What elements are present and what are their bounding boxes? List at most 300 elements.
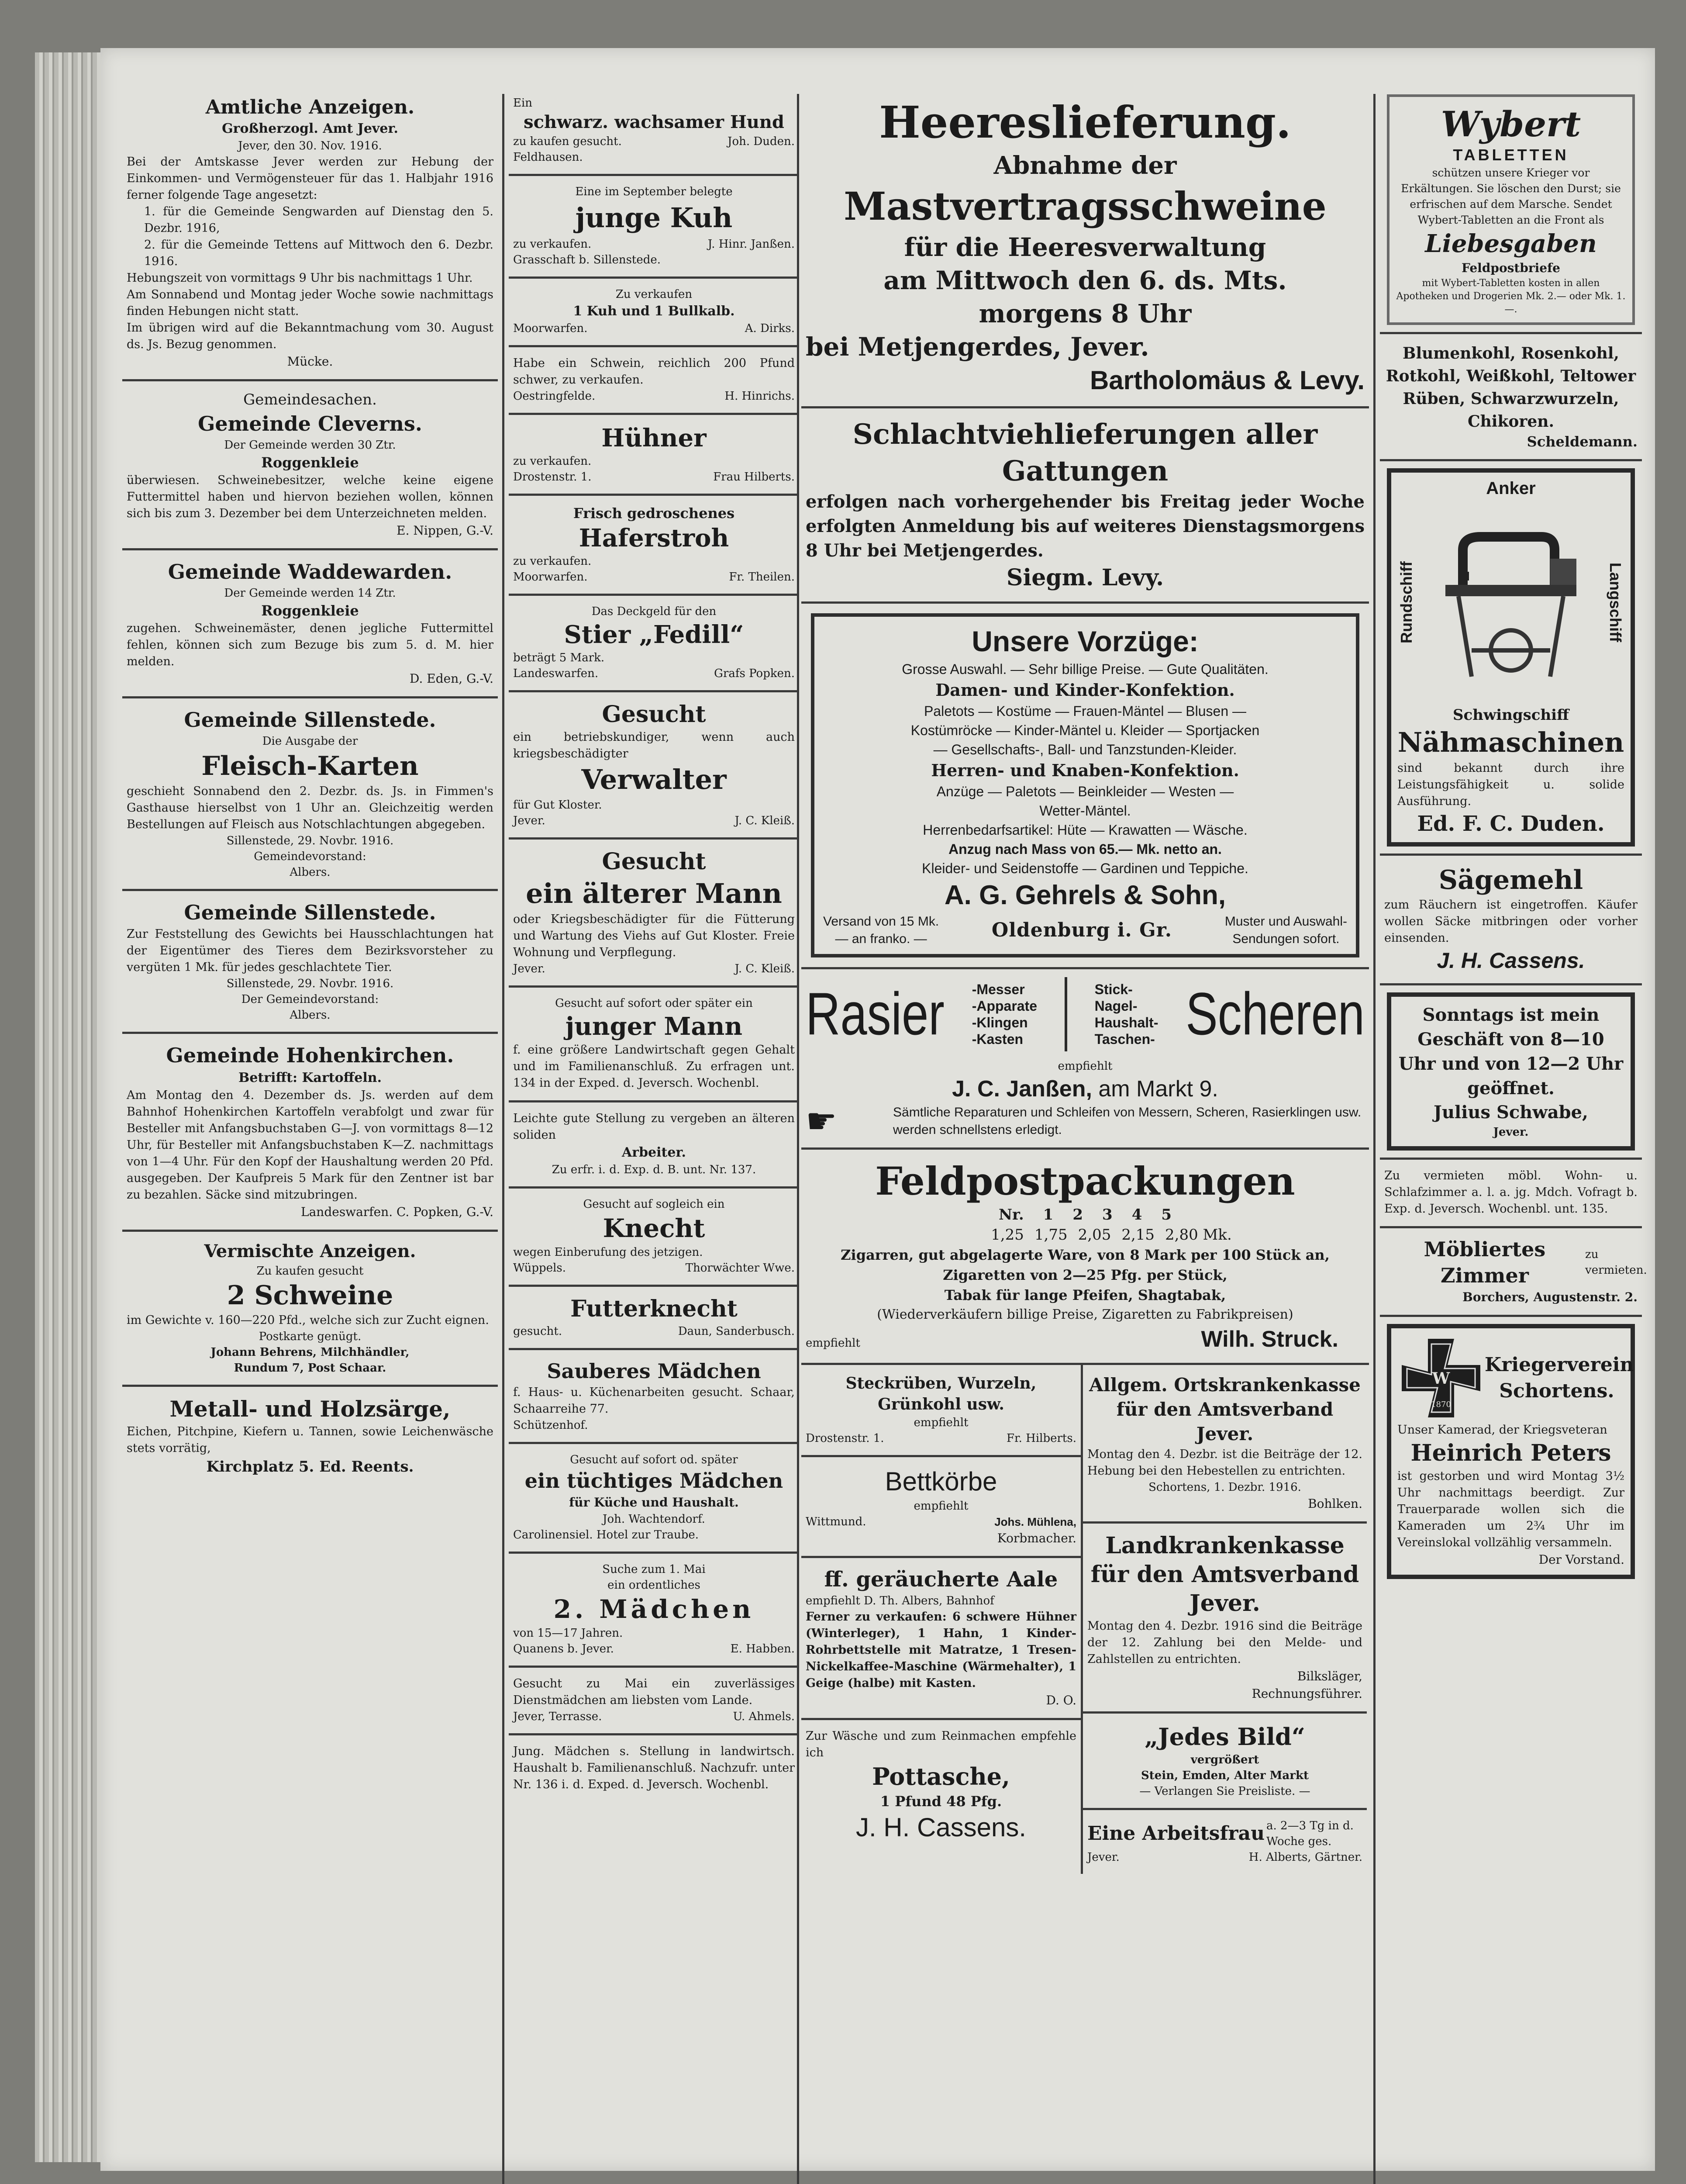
ad-text: Eine im September belegte [575, 185, 733, 198]
notice-text: Bei der Amtskasse Jever werden zur Hebung der Einkommen- und Vermögensteuer für das 1. Halbjahr 1916 ferner folgende Tage angesetzt: [127, 155, 493, 202]
ad-big: Sauberes Mädchen [547, 1359, 761, 1383]
ad-text: zu vermieten. [1585, 1248, 1647, 1277]
signature: Julius Schwabe, [1434, 1102, 1588, 1123]
section-heading: Amtliche Anzeigen. [205, 96, 415, 118]
signature: H. Alberts, Gärtner. [1248, 1851, 1362, 1864]
ad-amtliche-anzeigen [122, 87, 498, 381]
ad-zwei-schweine [122, 1232, 498, 1387]
ad-text: empfiehlt [914, 1500, 969, 1513]
ad-text: Am Montag den 4. Dezember ds. Js. werden auf dem Bahnhof Hohenkirchen Kartoffeln verabfolgt und zwar für Besteller mit Anfangsbuchstaben G—J. von vormittags 8—12 Uhr, für Besteller mit Anfangsbuchstaben K—Z. nachmittags von 1—4 Uhr. Für den Kopf der Haushaltung werden 20 Pfd. ausgegeben. Der Kaufpreis 5 Mark für den Zentner ist bar zu bezahlen. Säcke sind mitzubringen. [127, 1089, 493, 1202]
signature: Wilh. Struck. [1201, 1327, 1338, 1352]
ad-line: Abnahme der [993, 151, 1177, 180]
ad-line: für die Heeresverwaltung [904, 232, 1266, 262]
ad-text: Stein, Emden, Alter Markt [1141, 1769, 1309, 1782]
cross-letter: W [1432, 1369, 1450, 1388]
ad-split-area [801, 1365, 1369, 1874]
signature: Der Vorstand. [1538, 1552, 1624, 1567]
ad-text: zu kaufen gesucht. [513, 135, 622, 148]
place: Schützenhof. [513, 1419, 588, 1432]
ad-zu-vermieten [1380, 1160, 1642, 1228]
ad-line: Zigarren, gut abgelagerte Ware, von 8 Mark per 100 Stück an, [841, 1247, 1330, 1263]
ad-text: Der Gemeinde werden 30 Ztr. [224, 439, 396, 452]
ad-line: Stick- [1094, 981, 1133, 997]
ad-big: Verwalter [581, 764, 727, 795]
ad-frame [811, 613, 1359, 957]
ad-text: empfiehlt D. Th. Albers, Bahnhof [806, 1594, 994, 1607]
signature: J. H. Cassens. [855, 1813, 1027, 1842]
ad-line: Herrenbedarfsartikel: Hüte — Krawatten — Wäsche. [923, 822, 1248, 838]
place: Grasschaft b. Sillenstede. [513, 253, 661, 266]
place: Jever. [513, 962, 545, 975]
ad-title: Steckrüben, Wurzeln, Grünkohl usw. [845, 1374, 1037, 1413]
ad-gemeinde-sillenstede-1 [122, 698, 498, 891]
ad-big: Nähmaschinen [1397, 726, 1624, 758]
ad-text: Montag den 4. Dezbr. 1916 sind die Beiträge der 12. Zahlung bei den Melde- und Zahlstellen zu entrichten. [1087, 1619, 1362, 1666]
ad-big: Haferstroh [579, 524, 729, 553]
ad-heading: Gesucht [602, 701, 706, 728]
ad-title: Allgem. Ortskrankenkasse für den Amtsverband Jever. [1089, 1374, 1361, 1444]
signature: Fr. Hilberts. [1007, 1432, 1076, 1445]
column-3 [801, 87, 1369, 2184]
ad-text: Suche zum 1. Mai [602, 1563, 706, 1576]
ad-big: Futterknecht [570, 1296, 738, 1322]
ad-line: — Gesellschafts-, Ball- und Tanzstunden-Kleider. [933, 742, 1237, 757]
ad-text: für Gut Kloster. [513, 798, 602, 812]
ad-huehner [509, 415, 799, 496]
signature: J. H. Cassens. [1437, 948, 1585, 973]
ad-pottasche [801, 1720, 1081, 1853]
ad-dienstmaedchen [509, 1668, 799, 1735]
signature: Bohlken. [1308, 1496, 1362, 1511]
ad-text: von 15—17 Jahren. [513, 1627, 623, 1640]
ad-text: Zu erfr. i. d. Exp. d. B. unt. Nr. 137. [552, 1163, 756, 1176]
column-4 [1380, 87, 1647, 2184]
signature: Kirchplatz 5. Ed. Reents. [206, 1458, 414, 1476]
iron-cross-icon [1397, 1334, 1485, 1422]
place: Feldhausen. [513, 151, 583, 164]
signature: Bilksläger, [1297, 1669, 1362, 1683]
ad-text: Gesucht auf sofort oder später ein [555, 997, 753, 1010]
place: Carolinensiel. Hotel zur Traube. [513, 1528, 699, 1541]
ad-text: mit Wybert-Tabletten kosten in allen Apotheken und Drogerien Mk. 2.— oder Mk. 1.—. [1396, 278, 1626, 315]
ad-line: -Messer [972, 981, 1025, 997]
ad-text: a. 2—3 Tg in d. Woche ges. [1266, 1819, 1354, 1848]
ad-wybert [1380, 87, 1642, 334]
book-page-edges [35, 52, 105, 2162]
ad-line: -Kasten [972, 1031, 1024, 1047]
column-1 [122, 87, 498, 2184]
signature: Thorwächter Wwe. [685, 1261, 795, 1275]
ad-text: vergrößert [1190, 1753, 1259, 1766]
signature: Frau Hilberts. [713, 470, 795, 484]
ad-title: Bettkörbe [885, 1467, 997, 1496]
ad-line: Versand von 15 Mk. [823, 914, 939, 929]
signature: Jever. [1493, 1126, 1529, 1139]
ad-line: -Klingen [972, 1015, 1028, 1030]
ad-subtitle: Schwingschiff [1452, 706, 1569, 724]
ad-text: Gesucht auf sofort od. später [570, 1453, 738, 1466]
ad-text: f. eine größere Landwirtschaft gegen Gehalt und im Familienanschluß. Zu erfragen unt. 134 in der Exped. d. Jeversch. Wochenbl. [513, 1043, 795, 1090]
ad-line: Zigaretten von 2—25 Pfg. per Stück, [943, 1267, 1227, 1283]
signature: J. C. Kleiß. [734, 814, 795, 827]
ad-text: Gesucht zu Mai ein zuverlässiges Dienstmädchen am liebsten vom Lande. [513, 1677, 795, 1707]
signature: Bartholomäus & Levy. [1090, 366, 1365, 395]
label: Nr. [998, 1206, 1024, 1223]
place: Moorwarfen. [513, 322, 588, 335]
ad-anker-naehmaschinen [1380, 461, 1642, 856]
ad-subtitle: Feldpostbriefe [1462, 261, 1560, 275]
number: 3 [1102, 1206, 1113, 1223]
big-word: Scheren [1186, 980, 1365, 1048]
place-date: Schortens, 1. Dezbr. 1916. [1148, 1481, 1301, 1494]
ad-big: Fleisch-Karten [201, 751, 419, 781]
signature: Rundum 7, Post Schaar. [234, 1362, 386, 1375]
ad-text: überwiesen. Schweinebesitzer, welche keine eigene Futtermittel haben und hiervon beziehen wollen, können sich bis zum 3. Dezember bei dem Unterzeichneten melden. [127, 473, 493, 520]
ad-text: ist gestorben und wird Montag 3½ Uhr nachmittags beerdigt. Zur Trauerparade wollen sich die Kameraden um 2¾ Uhr im Vereinslokal vollzählig versammeln. [1397, 1469, 1624, 1549]
ad-line: bei Metjengerdes, Jever. [806, 332, 1149, 362]
ad-line: Nagel- [1094, 998, 1138, 1014]
ad-text: Frisch gedroschenes [573, 505, 735, 522]
ad-text: für Küche und Haushalt. [569, 1495, 739, 1510]
ad-bold: Roggenkleie [261, 454, 359, 471]
ad-subject: Betrifft: Kartoffeln. [238, 1070, 382, 1085]
ad-text: Ferner zu verkaufen: 6 schwere Hühner (Winterleger), 1 Hahn, 1 Kinder-Rohrbettstelle mit Matratze, 1 Tresen-Nickelkaffee-Maschine (Wärmehalter), 1 Geige (halbe) mit Kasten. [806, 1610, 1076, 1690]
ad-line: Haushalt- [1094, 1015, 1158, 1030]
cross-year: 1870 [1431, 1400, 1451, 1409]
number: 1 [1043, 1206, 1054, 1223]
ad-subtitle: Herren- und Knaben-Konfektion. [931, 760, 1239, 780]
place-date: Sillenstede, 29. Novbr. 1916. [226, 834, 394, 847]
ad-text: Zu verkaufen [615, 288, 693, 301]
number: 4 [1131, 1206, 1142, 1223]
column-rule [1373, 94, 1376, 2184]
ad-zweites-maedchen [509, 1554, 799, 1668]
signature: E. Habben. [730, 1642, 795, 1655]
ad-junge-kuh [509, 176, 799, 279]
ad-bold: 1 Kuh und 1 Bullkalb. [573, 304, 735, 319]
ad-title: Feldpostpackungen [875, 1158, 1295, 1204]
ad-text: Blumenkohl, Rosenkohl, Rotkohl, Weißkohl, Teltower Rüben, Schwarzwurzeln, Chikoren. [1386, 344, 1636, 431]
ad-ortskrankenkasse [1083, 1365, 1367, 1524]
ad-big: Pottasche, [872, 1762, 1010, 1790]
script-word: Liebesgaben [1425, 229, 1597, 258]
place: Landeswarfen. [513, 667, 599, 680]
place-date: Sillenstede, 29. Novbr. 1916. [226, 977, 394, 990]
signature: Der Gemeindevorstand: [241, 993, 379, 1006]
ad-gemeinde-sillenstede-2 [122, 891, 498, 1034]
ad-moebliertes-zimmer [1380, 1228, 1647, 1317]
pointing-hand-icon: ☛ [806, 1101, 837, 1141]
ad-line: Kostümröcke — Kinder-Mäntel u. Kleider — Sportjacken [910, 722, 1260, 738]
side-label: Rundschiff [1397, 561, 1415, 643]
ad-text: Ein [513, 97, 533, 110]
ad-title: ff. geräucherte Aale [824, 1567, 1058, 1592]
sewing-machine-icon [1432, 519, 1589, 685]
ad-bold: Arbeiter. [622, 1145, 686, 1160]
signature: E. Nippen, G.-V. [397, 523, 493, 538]
ad-text: Jung. Mädchen s. Stellung in landwirtsch. Haushalt b. Familienanschluß. Nachzufr. unter Nr. 136 i. d. Exped. d. Jeversch. Wochenbl. [513, 1745, 795, 1791]
signature: Albers. [290, 866, 331, 879]
brand-logo: Wybert [1441, 104, 1581, 145]
signature: U. Ahmels. [733, 1710, 795, 1723]
ad-line: — an franko. — [835, 932, 927, 946]
place: Wittmund. [806, 1515, 866, 1528]
ad-text: gesucht. [513, 1325, 562, 1338]
ad-text: Zu kaufen gesucht [256, 1265, 364, 1278]
ad-gemeinde-waddewarden [122, 550, 498, 698]
ad-big: 2 Schweine [227, 1280, 393, 1311]
ad-text: Der Gemeinde werden 14 Ztr. [224, 587, 396, 600]
ad-title: Schlachtviehlieferungen aller Gattungen [852, 418, 1318, 487]
ad-title: Heereslieferung. [879, 97, 1291, 148]
list-item: 2. für die Gemeinde Tettens auf Mittwoch den 6. Dezbr. 1916. [144, 238, 493, 268]
ad-line: Anzüge — Paletots — Beinkleider — Westen — [936, 784, 1234, 799]
signature: Albers. [290, 1009, 331, 1022]
ad-kuh-bullkalb [509, 279, 799, 347]
ad-text: empfiehlt [1058, 1060, 1113, 1073]
price: 1,25 [991, 1226, 1024, 1244]
ad-line: Mastvertragsschweine [844, 183, 1327, 229]
ad-janssen [801, 969, 1369, 1150]
ad-text: geschieht Sonnabend den 2. Dezbr. ds. Js. in Fimmen's Gasthause hierselbst von 1 Uhr an. Gleichzeitig werden Bestellungen auf Fleisch aus Notschlachtungen abgegeben. [127, 784, 493, 831]
brand-sub: TABLETTEN [1453, 146, 1569, 164]
address: am Markt 9. [1098, 1076, 1218, 1102]
signature: Daun, Sanderbusch. [678, 1325, 795, 1338]
place: Drostenstr. 1. [513, 470, 592, 484]
notice-text: Im übrigen wird auf die Bekanntmachung vom 30. August ds. Js. Bezug genommen. [127, 321, 493, 351]
price: 2,05 [1078, 1226, 1111, 1244]
ad-line: (Wiederverkäufern billige Preise, Zigaretten zu Fabrikpreisen) [877, 1307, 1293, 1322]
ad-text: Habe ein Schwein, reichlich 200 Pfund schwer, zu verkaufen. [513, 356, 795, 387]
ad-schwein [509, 347, 799, 415]
ad-text: wegen Einberufung des jetzigen. [513, 1246, 703, 1259]
signature: Fr. Theilen. [729, 570, 795, 584]
ad-text: — Verlangen Sie Preisliste. — [1139, 1785, 1310, 1798]
notice-text: Hebungszeit von vormittags 9 Uhr bis nachmittags 1 Uhr. [127, 271, 473, 285]
ad-bold: Roggenkleie [261, 602, 359, 619]
signature: Gemeindevorstand: [254, 850, 366, 863]
ad-text: Montag den 4. Dezbr. ist die Beiträge der 12. Hebung bei den Hebestellen zu entrichten. [1087, 1448, 1362, 1478]
signature: Scheldemann. [1527, 433, 1638, 450]
ad-line: Kleider- und Seidenstoffe — Gardinen und Teppiche. [922, 860, 1248, 876]
ad-title: Gemeinde Waddewarden. [168, 560, 452, 584]
ad-saerge [122, 1387, 498, 1486]
ad-text: Zu vermieten möbl. Wohn- u. Schlafzimmer a. l. a. jg. Mdch. Vofragt b. Exp. d. Jeversch. Wochenbl. unt. 135. [1384, 1169, 1638, 1216]
ad-stellungsgesuch [509, 1735, 799, 1802]
ad-gemeinde-hohenkirchen [122, 1034, 498, 1232]
ad-schlachtvieh [801, 408, 1369, 604]
ad-text: Sämtliche Reparaturen und Schleifen von Messern, Scheren, Rasierklingen usw. werden schnellstens erledigt. [893, 1105, 1362, 1137]
number: 2 [1072, 1206, 1083, 1223]
ad-arbeiter [509, 1102, 799, 1189]
price: 2,15 [1121, 1226, 1155, 1244]
ad-title: Gemeinde Hohenkirchen. [166, 1044, 454, 1067]
side-label: Langschiff [1607, 562, 1624, 642]
place: Quanens b. Jever. [513, 1642, 614, 1655]
ad-text: empfiehlt [806, 1337, 860, 1350]
ad-saegemehl [1380, 856, 1642, 985]
list-item: 1. für die Gemeinde Sengwarden auf Dienstag den 5. Dezbr. 1916, [144, 205, 493, 235]
ad-tuechtiges-maedchen [509, 1444, 799, 1554]
price: 1,75 [1034, 1226, 1068, 1244]
ad-text: schützen unsere Krieger vor Erkältungen. Sie löschen den Durst; sie erfrischen auf dem Marsche. Sendet Wybert-Tabletten an die Front als [1401, 166, 1621, 226]
ad-big: Sägemehl [1438, 865, 1583, 895]
place: Oestringfelde. [513, 390, 596, 403]
ad-aelterer-mann [509, 840, 799, 988]
ad-sauberes-maedchen [509, 1350, 799, 1444]
ad-line: Tabak für lange Pfeifen, Shagtabak, [944, 1287, 1226, 1303]
ad-title: Gemeinde Sillenstede. [184, 901, 436, 924]
signature: J. Hinr. Janßen. [707, 238, 795, 251]
brand: Anker [1486, 479, 1536, 498]
signature: Johann Behrens, Milchhändler, [210, 1346, 410, 1359]
ad-price: 1 Pfund 48 Pfg. [880, 1793, 1002, 1810]
signature: Johs. Mühlena, [994, 1515, 1076, 1528]
signature: Korbmacher. [997, 1531, 1076, 1545]
ad-steckrueben [801, 1365, 1081, 1457]
ad-big: Knecht [603, 1213, 705, 1243]
signature: D. Eden, G.-V. [410, 671, 493, 686]
ad-gemuese [1380, 334, 1642, 461]
ad-line: Sendungen sofort. [1232, 932, 1340, 946]
signature: Siegm. Levy. [1006, 564, 1164, 591]
ad-text: zu verkaufen. [513, 238, 592, 251]
ad-gehrels [801, 604, 1369, 969]
ad-big: 2. Mädchen [553, 1594, 755, 1624]
ad-line: Muster und Auswahl- [1224, 914, 1347, 929]
ad-split-left [801, 1365, 1083, 1874]
ad-landkrankenkasse [1083, 1524, 1367, 1714]
ad-text: Eichen, Pitchpine, Kiefern u. Tannen, sowie Leichenwäsche stets vorrätig, [127, 1425, 493, 1455]
ad-text: beträgt 5 Mark. [513, 651, 605, 664]
ad-text: sind bekannt durch ihre Leistungsfähigkeit u. solide Ausführung. [1397, 761, 1624, 808]
signature: Joh. Wachtendorf. [603, 1513, 705, 1526]
ad-junger-mann [509, 988, 799, 1102]
ad-text: Das Deckgeld für den [591, 605, 717, 618]
ad-big: ein älterer Mann [526, 878, 782, 909]
ad-big: junger Mann [565, 1012, 743, 1041]
signature: Ed. F. C. Duden. [1417, 812, 1605, 836]
ad-line: Grosse Auswahl. — Sehr billige Preise. — Gute Qualitäten. [902, 661, 1269, 677]
ad-text: zu verkaufen. [513, 555, 592, 568]
ad-text: zu verkaufen. [513, 455, 592, 468]
signature: A. Dirks. [745, 322, 795, 335]
ad-text: zum Räuchern ist eingetroffen. Käufer wollen Säcke mitbringen oder vorher einsenden. [1384, 898, 1638, 945]
place: Jever. [1087, 1851, 1120, 1864]
ad-title: Gemeinde Sillenstede. [184, 708, 436, 732]
ad-text: zugehen. Schweinemäster, denen jegliche Futtermittel fehlen, können sich zum Bezuge bis zum 5. d. M. hier melden. [127, 622, 493, 668]
ad-bettkoerbe [801, 1457, 1081, 1558]
ad-text: empfiehlt [914, 1416, 969, 1429]
firm-name: A. G. Gehrels & Sohn, [944, 880, 1226, 910]
place: Drostenstr. 1. [806, 1432, 884, 1445]
ad-big: Stier „Fedill“ [564, 620, 744, 649]
ad-text: ein betriebskundiger, wenn auch kriegsbeschädigter [513, 730, 795, 760]
place: Jever, Terrasse. [513, 1710, 602, 1723]
ad-big: Möbliertes Zimmer [1424, 1237, 1546, 1287]
ad-title: Eine Arbeitsfrau [1087, 1822, 1265, 1845]
ad-line: Taschen- [1094, 1031, 1155, 1047]
ad-text: Unser Kamerad, der Kriegsveteran [1397, 1423, 1607, 1437]
ad-text: Postkarte genügt. [259, 1330, 362, 1343]
ad-jedes-bild [1083, 1714, 1367, 1810]
number: 5 [1161, 1206, 1172, 1223]
ad-kriegerverein [1380, 1317, 1642, 1586]
ad-feldpost [801, 1150, 1369, 1365]
ad-text: im Gewichte v. 160—220 Pfd., welche sich zur Zucht eignen. [127, 1313, 489, 1327]
signature: Borchers, Augustenstr. 2. [1462, 1290, 1638, 1304]
signature: D. O. [1046, 1693, 1076, 1707]
city: Oldenburg i. Gr. [991, 919, 1172, 941]
section-heading: Gemeindesachen. [243, 391, 377, 408]
ad-title: Metall- und Holzsärge, [169, 1396, 451, 1422]
ad-big: ein tüchtiges Mädchen [524, 1469, 783, 1493]
signature: Joh. Duden. [727, 135, 795, 148]
ad-arbeitsfrau [1083, 1810, 1367, 1874]
ad-aale [801, 1558, 1081, 1720]
ad-haferstroh [509, 496, 799, 596]
ad-subtitle: Damen- und Kinder-Konfektion. [935, 680, 1235, 700]
ad-big: junge Kuh [575, 202, 733, 234]
ad-big: Heinrich Peters [1410, 1440, 1611, 1466]
ad-stier [509, 596, 799, 692]
ad-text: f. Haus- u. Küchenarbeiten gesucht. Schaar, Schaarreihe 77. [513, 1386, 795, 1416]
ad-text: erfolgen nach vorhergehender bis Freitag jeder Woche erfolgten Anmeldung bis auf weiteres Dienstagsmorgens 8 Uhr bei Metjengerdes. [806, 491, 1365, 561]
place: Moorwarfen. [513, 570, 588, 584]
ad-text: ein ordentliches [607, 1579, 700, 1592]
signature: J. C. Kleiß. [734, 962, 795, 975]
ad-big: Hühner [601, 424, 707, 453]
place: Wüppels. [513, 1261, 566, 1275]
ad-text: oder Kriegsbeschädigter für die Fütterung und Wartung des Viehs auf Gut Kloster. Freie Wohnung und Verpflegung. [513, 912, 795, 959]
ad-heereslieferung [801, 87, 1369, 408]
ad-line: am Mittwoch den 6. ds. Mts. [883, 266, 1287, 295]
signature: Grafs Popken. [714, 667, 795, 680]
ad-heading: Gesucht [602, 848, 706, 875]
ad-title: Unsere Vorzüge: [972, 625, 1199, 657]
ad-line: morgens 8 Uhr [979, 299, 1192, 328]
signature: H. Hinrichs. [724, 390, 795, 403]
ad-knecht [509, 1189, 799, 1287]
big-word: Rasier [806, 980, 945, 1048]
price: 2,80 Mk. [1165, 1226, 1232, 1244]
ad-text: Sonntags ist mein Geschäft von 8—10 Uhr und von 12—2 Uhr geöffnet. [1398, 1005, 1624, 1099]
ad-text: Leichte gute Stellung zu vergeben an älteren soliden [513, 1112, 795, 1142]
ad-text: Zur Feststellung des Gewichts bei Hausschlachtungen hat der Eigentümer des Tieres dem Bezirksvorsteher zu vergüten 1 Mk. für jedes geschlachtete Tier. [127, 927, 493, 974]
notice-text: Am Sonnabend und Montag jeder Woche sowie nachmittags finden Hebungen nicht statt. [127, 288, 493, 318]
ad-hund [509, 87, 799, 176]
ad-line: Anzug nach Mass von 65.— Mk. netto an. [948, 841, 1222, 857]
ad-title: Kriegerverein Schortens. [1485, 1354, 1634, 1402]
ad-line: -Apparate [972, 998, 1038, 1014]
firm-name: J. C. Janßen, [952, 1076, 1092, 1102]
ad-title: Gemeinde Cleverns. [198, 412, 422, 435]
place: Jever. [513, 814, 545, 827]
column-2 [509, 87, 799, 2184]
ad-schwabe [1380, 985, 1642, 1160]
authority: Großherzogl. Amt Jever. [222, 121, 398, 136]
ad-line: Wetter-Mäntel. [1039, 803, 1131, 819]
ad-text: Die Ausgabe der [262, 735, 358, 748]
ad-line: Paletots — Kostüme — Frauen-Mäntel — Blusen — [924, 703, 1247, 719]
ad-title: Landkrankenkasse für den Amtsverband Jever. [1090, 1532, 1359, 1617]
ad-title: schwarz. wachsamer Hund [524, 112, 784, 132]
signature: Rechnungsführer. [1252, 1686, 1362, 1701]
ad-split-right [1083, 1365, 1367, 1874]
ad-futterknecht [509, 1287, 799, 1350]
signature: Landeswarfen. C. Popken, G.-V. [301, 1205, 493, 1219]
date: Jever, den 30. Nov. 1916. [238, 139, 382, 152]
